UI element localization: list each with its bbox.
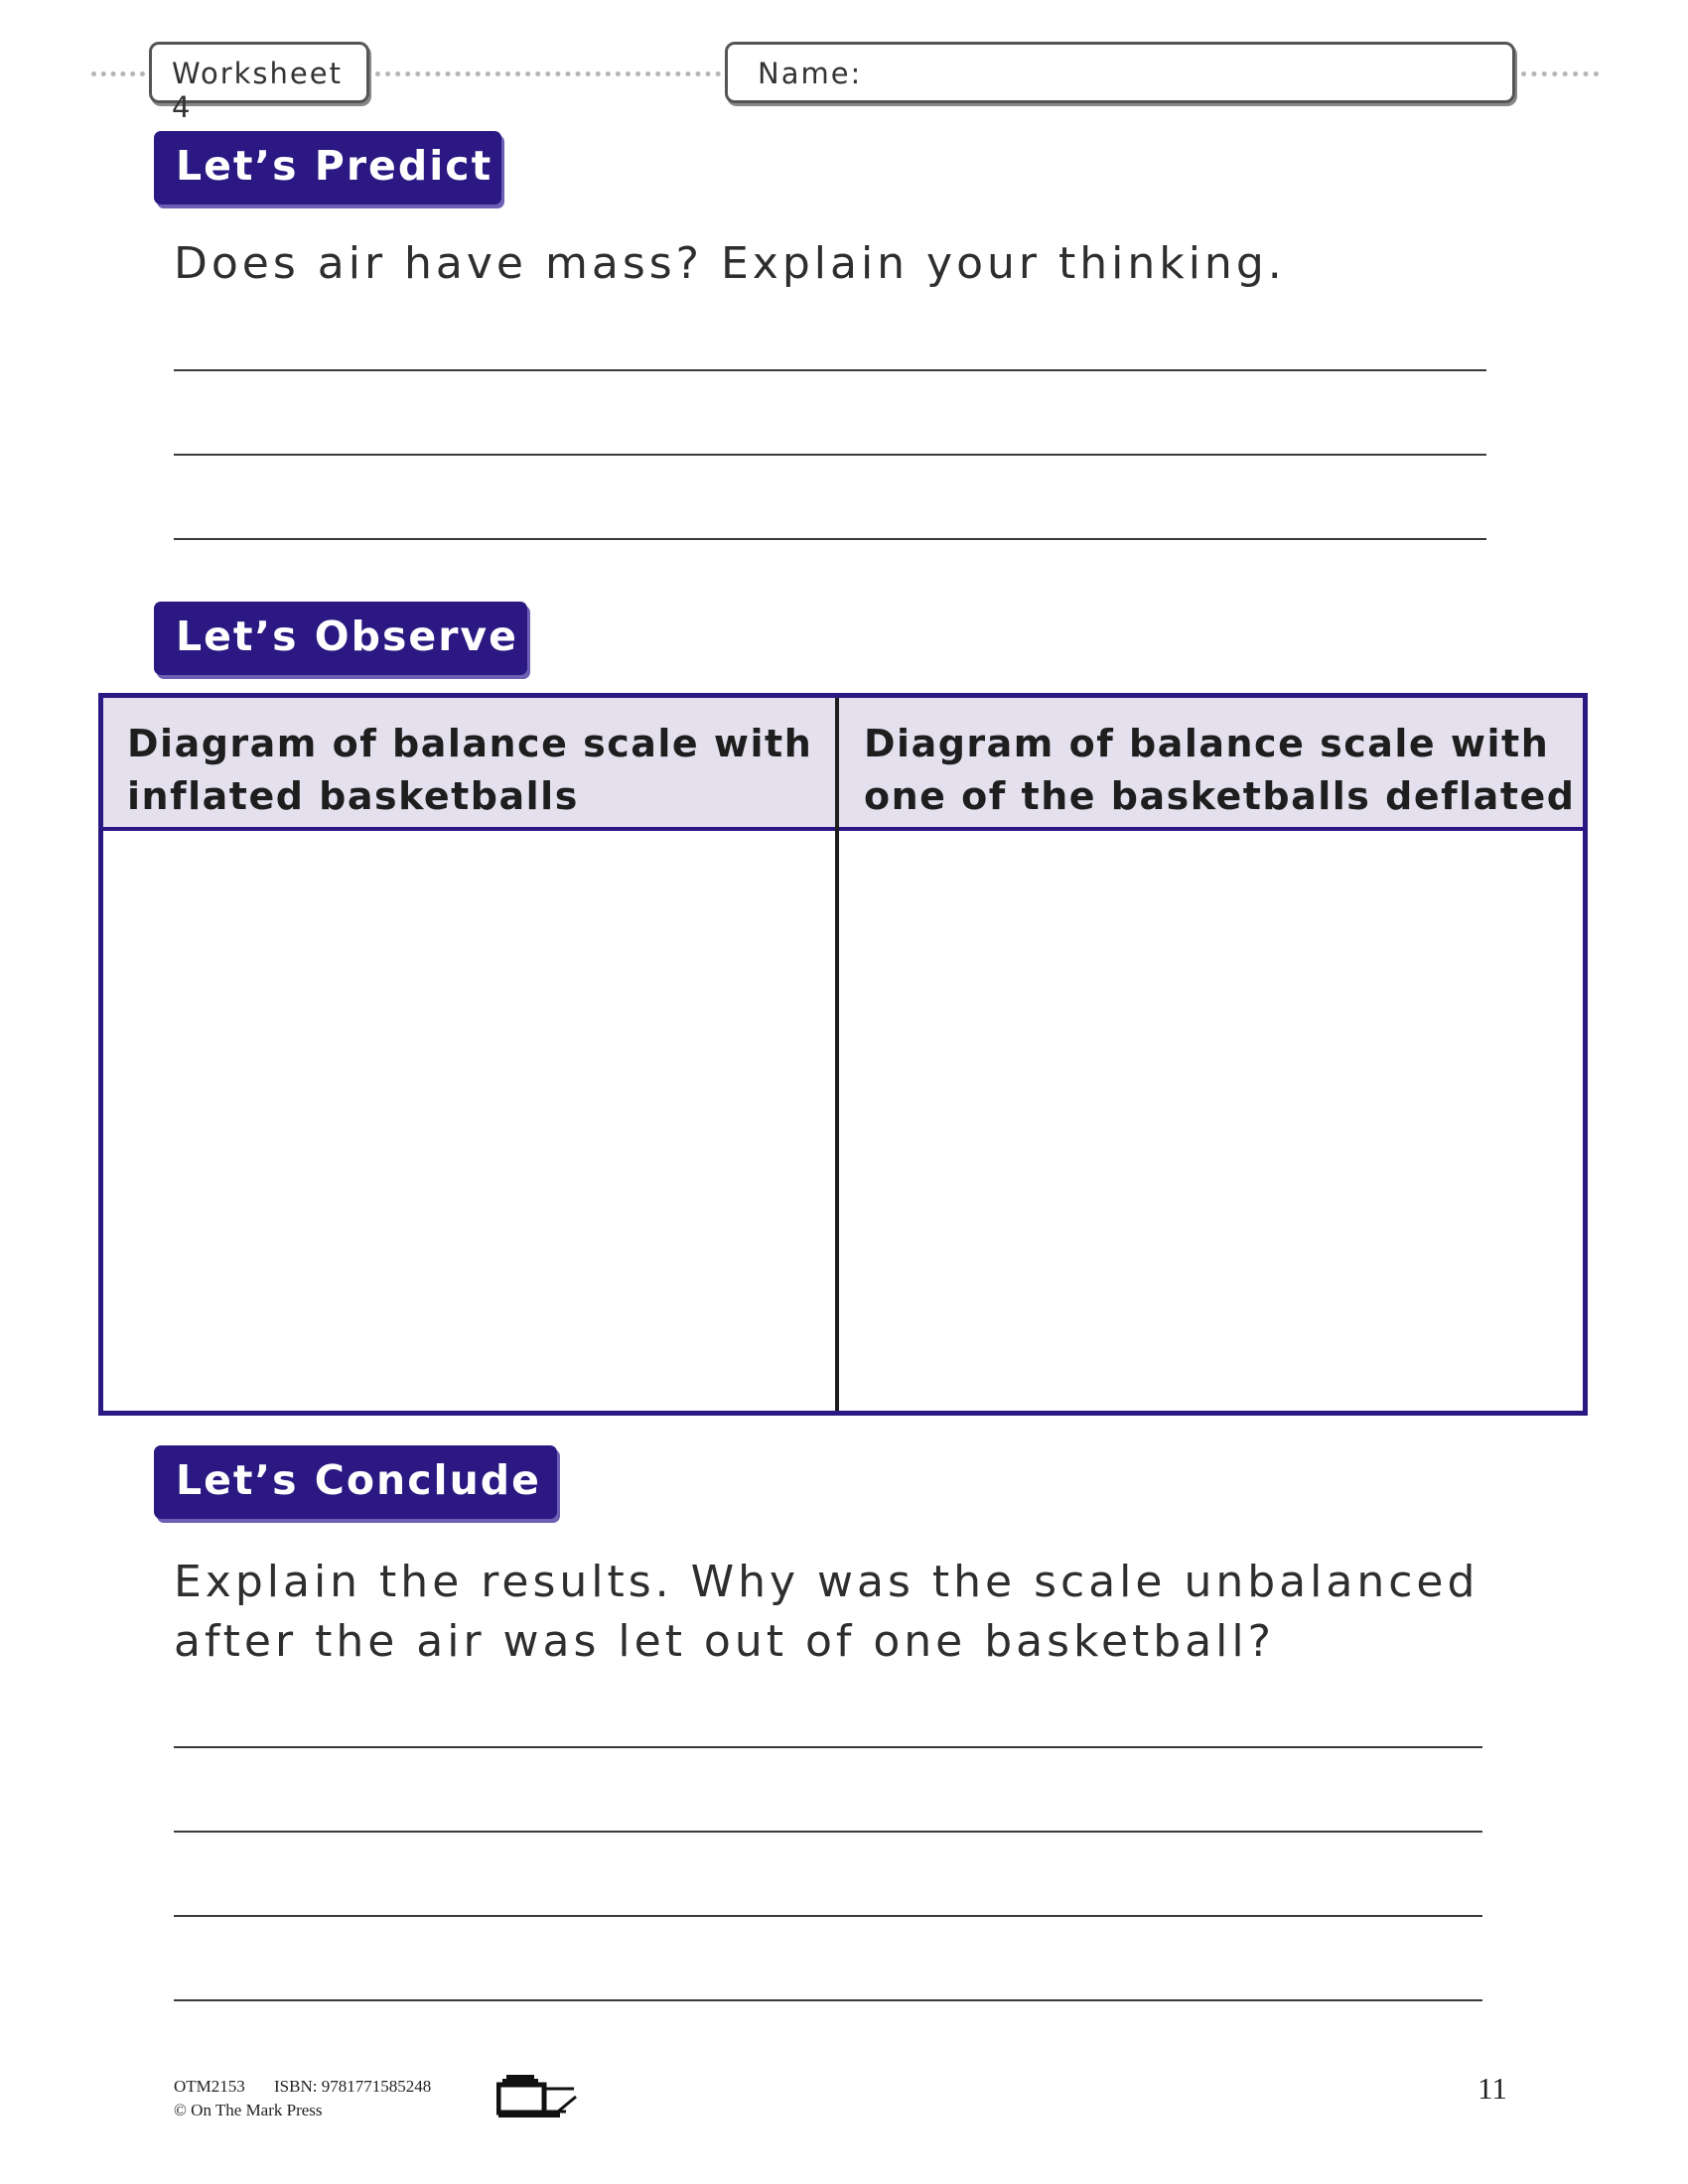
section-heading-predict-text: Let’s Predict: [176, 142, 493, 190]
section-heading-conclude: [154, 1445, 557, 1519]
worksheet-label: Worksheet 4: [172, 57, 343, 124]
predict-answer-line-1[interactable]: [174, 369, 1486, 371]
observe-column-header-deflated-line-1: Diagram of balance scale with: [864, 722, 1550, 765]
table-column-divider: [835, 698, 839, 1411]
worksheet-label-box: [149, 42, 369, 124]
footer-isbn: ISBN: 9781771585248: [274, 2077, 432, 2096]
diagram-drawing-area-deflated[interactable]: [839, 831, 1583, 1411]
section-heading-predict: [154, 131, 501, 205]
conclude-question-line-1: Explain the results. Why was the scale unbalanced: [174, 1557, 1479, 1607]
printing-press-logo-icon: [496, 2075, 580, 2118]
header-dotted-rule-left: [91, 71, 145, 76]
predict-question: Does air have mass? Explain your thinking.: [174, 238, 1286, 289]
section-heading-conclude-text: Let’s Conclude: [176, 1456, 541, 1504]
conclude-answer-line-1[interactable]: [174, 1746, 1482, 1748]
predict-answer-line-3[interactable]: [174, 538, 1486, 540]
observe-column-header-inflated: [103, 698, 838, 831]
observe-column-header-inflated-line-1: Diagram of balance scale with: [127, 722, 813, 765]
footer-copyright: © On The Mark Press: [174, 2101, 323, 2119]
name-field[interactable]: [725, 42, 1515, 103]
name-label: Name:: [758, 57, 863, 90]
conclude-answer-line-2[interactable]: [174, 1831, 1482, 1833]
observe-column-header-deflated-line-2: one of the basketballs deflated: [864, 774, 1576, 818]
conclude-question: [174, 1553, 1524, 1672]
section-heading-observe: [154, 602, 527, 675]
conclude-answer-line-4[interactable]: [174, 1999, 1482, 2001]
observe-column-header-deflated: [838, 698, 1583, 831]
footer-product-code: OTM2153: [174, 2077, 245, 2096]
predict-answer-line-2[interactable]: [174, 454, 1486, 456]
observe-column-header-inflated-line-2: inflated basketballs: [127, 774, 579, 818]
conclude-answer-line-3[interactable]: [174, 1915, 1482, 1917]
diagram-drawing-area-inflated[interactable]: [103, 831, 835, 1411]
observe-table: [98, 693, 1588, 1416]
section-heading-observe-text: Let’s Observe: [176, 613, 518, 660]
header-dotted-rule-middle: [375, 71, 721, 76]
page-number: 11: [1477, 2071, 1507, 2106]
header-dotted-rule-right: [1521, 71, 1599, 76]
conclude-question-line-2: after the air was let out of one basketball?: [174, 1616, 1275, 1667]
